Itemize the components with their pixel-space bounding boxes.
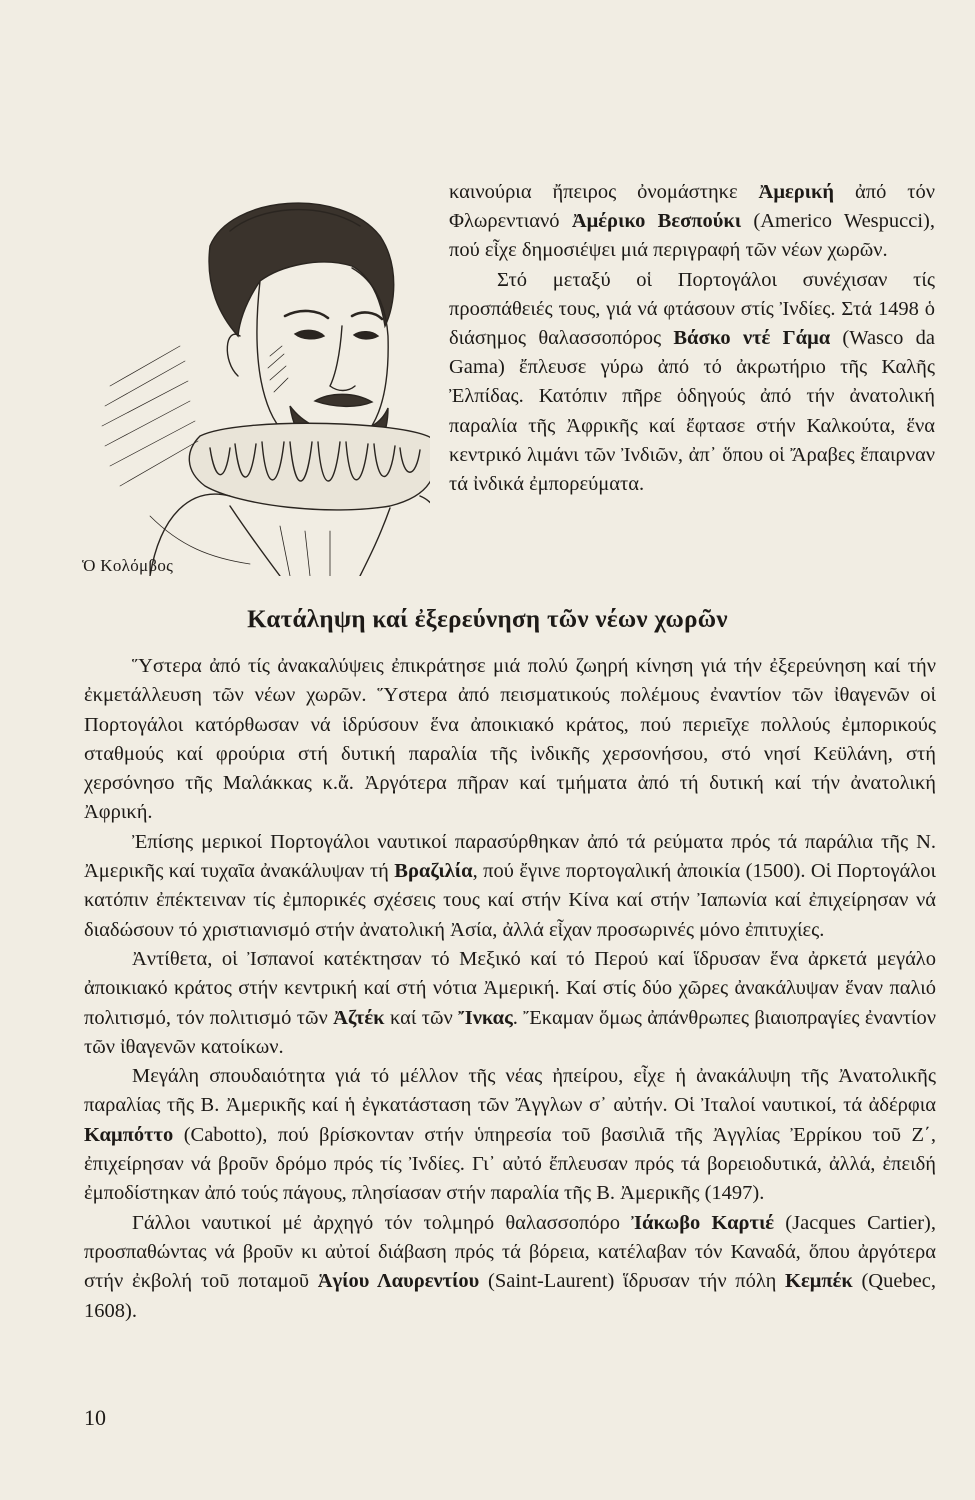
section-heading: Κατάληψη καί ἐξερεύνηση τῶν νέων χωρῶν (247, 606, 728, 633)
page-number: 10 (84, 1405, 106, 1430)
body-paragraph: Μεγάλη σπουδαιότητα γιά τό μέλλον τῆς νέας ἠπείρου, εἶχε ἡ ἀνακάλυψη τῆς Ἀνατολικῆς παραλίας τῆς Β. Ἀμερικῆς καί ἡ ἐγκατάσταση τῶν Ἄγγλων σ᾿ αὐτήν. Οἱ Ἰταλοί ναυτικοί, τά ἀδέρφια Καμπόττο (Cabotto), πού βρίσκονταν στήν ὑπηρεσία τοῦ βασιλιᾶ τῆς Ἀγγλίας Ἐρρίκου τοῦ Ζ΄, ἐπιχείρησαν νά βροῦν δρόμο πρός τίς Ἰνδίες. Γι᾿ αὐτό ἔπλευσαν πρός τά βορειοδυτικά, ἀλλά, ἐπειδή ἐμποδίστηκαν ἀπό τούς πάγους, πλησίασαν στήν παραλία τῆς Β. Ἀμερικῆς (1497). (84, 1065, 936, 1205)
bold-term: Ἀμερική (758, 181, 835, 203)
body-text (84, 652, 936, 1326)
portrait-caption: Ὁ Κολόμβος (82, 556, 174, 575)
bold-term: Ἁγίου Λαυρεντίου (317, 1270, 480, 1293)
columbus-portrait-illustration (90, 186, 430, 576)
body-paragraph: Γάλλοι ναυτικοί μέ ἀρχηγό τόν τολμηρό θαλασσοπόρο Ἰάκωβο Καρτιέ (Jacques Cartier), προσπαθώντας νά βροῦν κι αὐτοί διάβαση πρός τά βόρεια, κατέλαβαν τόν Καναδά, ὅπου ἀργότερα στήν ἐκβολή τοῦ ποταμοῦ Ἁγίου Λαυρεντίου (Saint-Laurent) ἵδρυσαν τήν πόλη Κεμπέκ (Quebec, 1608). (84, 1211, 937, 1322)
body-paragraph: Ἐπίσης μερικοί Πορτογάλοι ναυτικοί παρασύρθηκαν ἀπό τά ρεύματα πρός τά παράλια τῆς Ν. Ἀμερικῆς καί τυχαῖα ἀνακάλυψαν τή Βραζιλία, πού ἔγινε πορτογαλική ἀποικία (1500). Οἱ Πορτογάλοι κατόπιν ἐπέκτειναν τίς ἐμπορικές σχέσεις τους καί στήν Κίνα καί στήν Ἰαπωνία καί ἐπιχείρησαν νά διαδώσουν τό χριστιανισμό στήν ἀνατολική Ἀσία, ἀλλά εἶχαν προσωρινές μόνο ἐπιτυχίες. (84, 830, 937, 941)
intro-text-column (449, 178, 935, 499)
bold-term: Βραζιλία (394, 860, 473, 883)
bold-term: Ἰάκωβο Καρτιέ (631, 1211, 775, 1234)
bold-term: Ἴνκας (458, 1006, 513, 1029)
bold-term: Κεμπέκ (785, 1270, 853, 1293)
intro-paragraph: καινούρια ἤπειρος ὀνομάστηκε Ἀμερική ἀπό τόν Φλωρεντιανό Ἀμέρικο Βεσπούκι (Americo Wespucci), πού εἶχε δημοσιέψει μιά περιγραφή τῶν νέων χωρῶν. (449, 181, 935, 262)
bold-term: Καμπόττο (84, 1123, 174, 1146)
body-paragraph: Ἀντίθετα, οἱ Ἰσπανοί κατέκτησαν τό Μεξικό καί τό Περού καί ἵδρυσαν ἕνα ἀρκετά μεγάλο ἀποικιακό κράτος στήν κεντρική καί στή νότια Ἀμερική. Καί στίς δύο χῶρες ἀνακάλυψαν ἕναν παλιό πολιτισμό, τόν πολιτισμό τῶν Ἀζτέκ καί τῶν Ἴνκας. Ἔκαμαν ὅμως ἀπάνθρωπες βιαιοπραγίες ἐναντίον τῶν ἰθαγενῶν κατοίκων. (84, 947, 936, 1058)
body-paragraph: Ὕστερα ἀπό τίς ἀνακαλύψεις ἐπικράτησε μιά πολύ ζωηρή κίνηση γιά τήν ἐξερεύνηση καί τήν ἐκμετάλλευση τῶν νέων χωρῶν. Ὕστερα ἀπό πεισματικούς πολέμους ἐναντίον τῶν ἰθαγενῶν οἱ Πορτογάλοι κατόρθωσαν νά ἱδρύσουν ἕνα ἀποικιακό κράτος, πού περιεῖχε πολλούς ἐμπορικούς σταθμούς καί φρούρια στή δυτική παραλία τῆς ἰνδικῆς χερσονήσου, στό νησί Κεϋλάνη, στή χερσόνησο τῆς Μαλάκκας κ.ἄ. Ἀργότερα πῆραν καί τμήματα ἀπό τή δυτική καί τήν ἀνατολική Ἀφρική. (84, 655, 936, 824)
intro-paragraph: Στό μεταξύ οἱ Πορτογάλοι συνέχισαν τίς προσπάθειές τους, γιά νά φτάσουν στίς Ἰνδίες. Στά 1498 ὁ διάσημος θαλασσοπόρος Βάσκο ντέ Γάμα (Wasco da Gama) ἔπλευσε γύρω ἀπό τό ἀκρωτήριο τῆς Καλῆς Ἐλπίδας. Κατόπιν πῆρε ὁδηγούς ἀπό τήν ἀνατολική παραλία τῆς Ἀφρικῆς καί ἔφτασε στήν Καλκούτα, ἕνα κεντρικό λιμάνι τῶν Ἰνδιῶν, ἀπ᾿ ὅπου οἱ Ἄραβες ἔπαιρναν τά ἰνδικά ἐμπορεύματα. (449, 268, 935, 496)
bold-term: Ἀζτέκ (333, 1006, 385, 1029)
bold-term: Ἀμέρικο Βεσπούκι (571, 210, 742, 233)
bold-term: Βάσκο ντέ Γάμα (673, 327, 831, 350)
